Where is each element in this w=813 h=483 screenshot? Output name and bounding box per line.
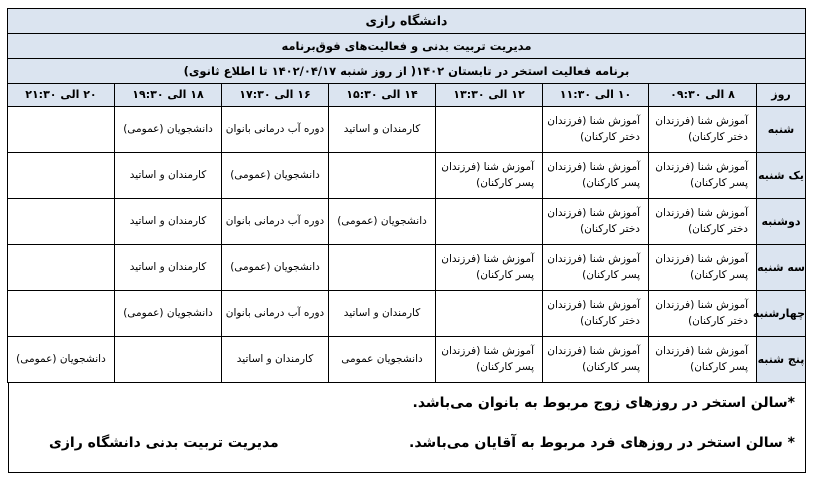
- schedule-cell: [543, 337, 649, 383]
- cell-line: آموزش شنا (فرزندان: [547, 299, 640, 312]
- cell-line: دختر کارکنان): [688, 130, 748, 143]
- schedule-cell: [436, 107, 543, 153]
- schedule-cell: [7, 199, 114, 245]
- cell-line: دختر کارکنان): [688, 314, 748, 327]
- cell-line: دختر کارکنان): [580, 130, 640, 143]
- cell-line: دختر کارکنان): [688, 222, 748, 235]
- schedule-cell: [115, 337, 222, 383]
- column-header: ۱۴ الی ۱۵:۳۰: [329, 84, 436, 107]
- cell-line: آموزش شنا (فرزندان: [547, 253, 640, 266]
- cell-line: پسر کارکنان): [690, 176, 748, 189]
- schedule-cell: [329, 153, 436, 199]
- schedule-cell: [7, 337, 114, 383]
- cell-line: آموزش شنا (فرزندان: [655, 253, 748, 266]
- schedule-cell: [436, 199, 543, 245]
- cell-line: دانشجویان (عمومی): [123, 122, 213, 135]
- cell-line: دوره آب درمانی بانوان: [225, 122, 325, 135]
- program-title: برنامه فعالیت استخر در تابستان ۱۴۰۲( از روز شنبه ۱۴۰۲/۰۴/۱۷ تا اطلاع ثانوی): [7, 59, 805, 84]
- schedule-cell: [222, 291, 329, 337]
- cell-line: کارمندان و اساتید: [343, 306, 421, 319]
- page-title: دانشگاه رازی: [7, 9, 805, 34]
- column-header: ۲۰ الی ۲۱:۳۰: [7, 84, 114, 107]
- schedule-cell: [649, 291, 757, 337]
- schedule-cell: [115, 153, 222, 199]
- signature: مدیریت تربیت بدنی دانشگاه رازی: [49, 435, 279, 451]
- schedule-cell: [436, 153, 543, 199]
- cell-line: پسر کارکنان): [476, 176, 534, 189]
- note-even-days: *سالن استخر در روزهای زوج مربوط به بانوان می‌باشد.: [412, 395, 795, 411]
- day-label: چهارشنبه: [757, 291, 806, 337]
- schedule-cell: [329, 107, 436, 153]
- schedule-cell: [329, 337, 436, 383]
- cell-line: دوره آب درمانی بانوان: [225, 306, 325, 319]
- cell-line: آموزش شنا (فرزندان: [547, 207, 640, 220]
- schedule-cell: [543, 199, 649, 245]
- day-label: سه شنبه: [757, 245, 806, 291]
- cell-line: آموزش شنا (فرزندان: [441, 345, 534, 358]
- cell-line: دانشجویان (عمومی): [230, 260, 320, 273]
- schedule-cell: [7, 291, 114, 337]
- cell-line: دانشجویان (عمومی): [123, 306, 213, 319]
- cell-line: آموزش شنا (فرزندان: [441, 161, 534, 174]
- schedule-cell: [222, 153, 329, 199]
- cell-line: پسر کارکنان): [476, 360, 534, 373]
- cell-line: آموزش شنا (فرزندان: [655, 207, 748, 220]
- cell-line: آموزش شنا (فرزندان: [547, 345, 640, 358]
- schedule-cell: [329, 245, 436, 291]
- schedule-cell: [543, 245, 649, 291]
- cell-line: دانشجویان (عمومی): [337, 214, 427, 227]
- table-row: [7, 337, 805, 383]
- table-row: [7, 107, 805, 153]
- schedule-cell: [649, 107, 757, 153]
- note-odd-days: * سالن استخر در روزهای فرد مربوط به آقایان می‌باشد.: [409, 435, 795, 451]
- schedule-cell: [7, 107, 114, 153]
- page-subtitle: مدیریت تربیت بدنی و فعالیت‌های فوق‌برنامه: [7, 34, 805, 59]
- cell-line: آموزش شنا (فرزندان: [547, 161, 640, 174]
- schedule-cell: [436, 291, 543, 337]
- cell-line: کارمندان و اساتید: [129, 214, 207, 227]
- schedule-cell: [115, 245, 222, 291]
- day-label: دوشنبه: [757, 199, 806, 245]
- schedule-cell: [329, 291, 436, 337]
- day-label: یک شنبه: [757, 153, 806, 199]
- table-row: [7, 153, 805, 199]
- schedule-cell: [115, 199, 222, 245]
- cell-line: پسر کارکنان): [690, 268, 748, 281]
- schedule-cell: [436, 245, 543, 291]
- schedule-cell: [7, 245, 114, 291]
- cell-line: پسر کارکنان): [582, 176, 640, 189]
- cell-line: کارمندان و اساتید: [236, 352, 314, 365]
- schedule-cell: [222, 107, 329, 153]
- schedule-cell: [543, 291, 649, 337]
- schedule-cell: [543, 153, 649, 199]
- table-row: [7, 245, 805, 291]
- table-row: [7, 199, 805, 245]
- cell-line: آموزش شنا (فرزندان: [655, 161, 748, 174]
- cell-line: آموزش شنا (فرزندان: [655, 115, 748, 128]
- cell-line: آموزش شنا (فرزندان: [547, 115, 640, 128]
- cell-line: دوره آب درمانی بانوان: [225, 214, 325, 227]
- cell-line: پسر کارکنان): [476, 268, 534, 281]
- cell-line: کارمندان و اساتید: [343, 122, 421, 135]
- schedule-cell: [222, 337, 329, 383]
- column-header: ۱۰ الی ۱۱:۳۰: [543, 84, 649, 107]
- schedule-cell: [436, 337, 543, 383]
- schedule-cell: [222, 199, 329, 245]
- cell-line: آموزش شنا (فرزندان: [655, 299, 748, 312]
- schedule-cell: [115, 291, 222, 337]
- column-header: روز: [757, 84, 806, 107]
- column-header: ۱۸ الی ۱۹:۳۰: [115, 84, 222, 107]
- cell-line: دانشجویان عمومی: [341, 352, 423, 365]
- cell-line: دختر کارکنان): [580, 314, 640, 327]
- column-header: ۱۲ الی ۱۳:۳۰: [436, 84, 543, 107]
- schedule-cell: [329, 199, 436, 245]
- cell-line: پسر کارکنان): [582, 360, 640, 373]
- cell-line: دختر کارکنان): [580, 222, 640, 235]
- cell-line: دانشجویان (عمومی): [230, 168, 320, 181]
- cell-line: کارمندان و اساتید: [129, 260, 207, 273]
- cell-line: پسر کارکنان): [690, 360, 748, 373]
- cell-line: کارمندان و اساتید: [129, 168, 207, 181]
- schedule-cell: [543, 107, 649, 153]
- day-label: پنج شنبه: [757, 337, 806, 383]
- header-row: [7, 84, 805, 107]
- schedule-cell: [222, 245, 329, 291]
- column-header: ۸ الی ۰۹:۳۰: [649, 84, 757, 107]
- schedule-cell: [649, 245, 757, 291]
- schedule-cell: [649, 199, 757, 245]
- cell-line: دانشجویان (عمومی): [16, 352, 106, 365]
- schedule-sheet: [8, 8, 806, 473]
- cell-line: آموزش شنا (فرزندان: [441, 253, 534, 266]
- pool-schedule-table: [7, 8, 806, 383]
- cell-line: پسر کارکنان): [582, 268, 640, 281]
- schedule-cell: [649, 337, 757, 383]
- schedule-cell: [115, 107, 222, 153]
- schedule-cell: [7, 153, 114, 199]
- cell-line: آموزش شنا (فرزندان: [655, 345, 748, 358]
- table-row: [7, 291, 805, 337]
- column-header: ۱۶ الی ۱۷:۳۰: [222, 84, 329, 107]
- day-label: شنبه: [757, 107, 806, 153]
- footer-notes: [8, 383, 806, 473]
- schedule-cell: [649, 153, 757, 199]
